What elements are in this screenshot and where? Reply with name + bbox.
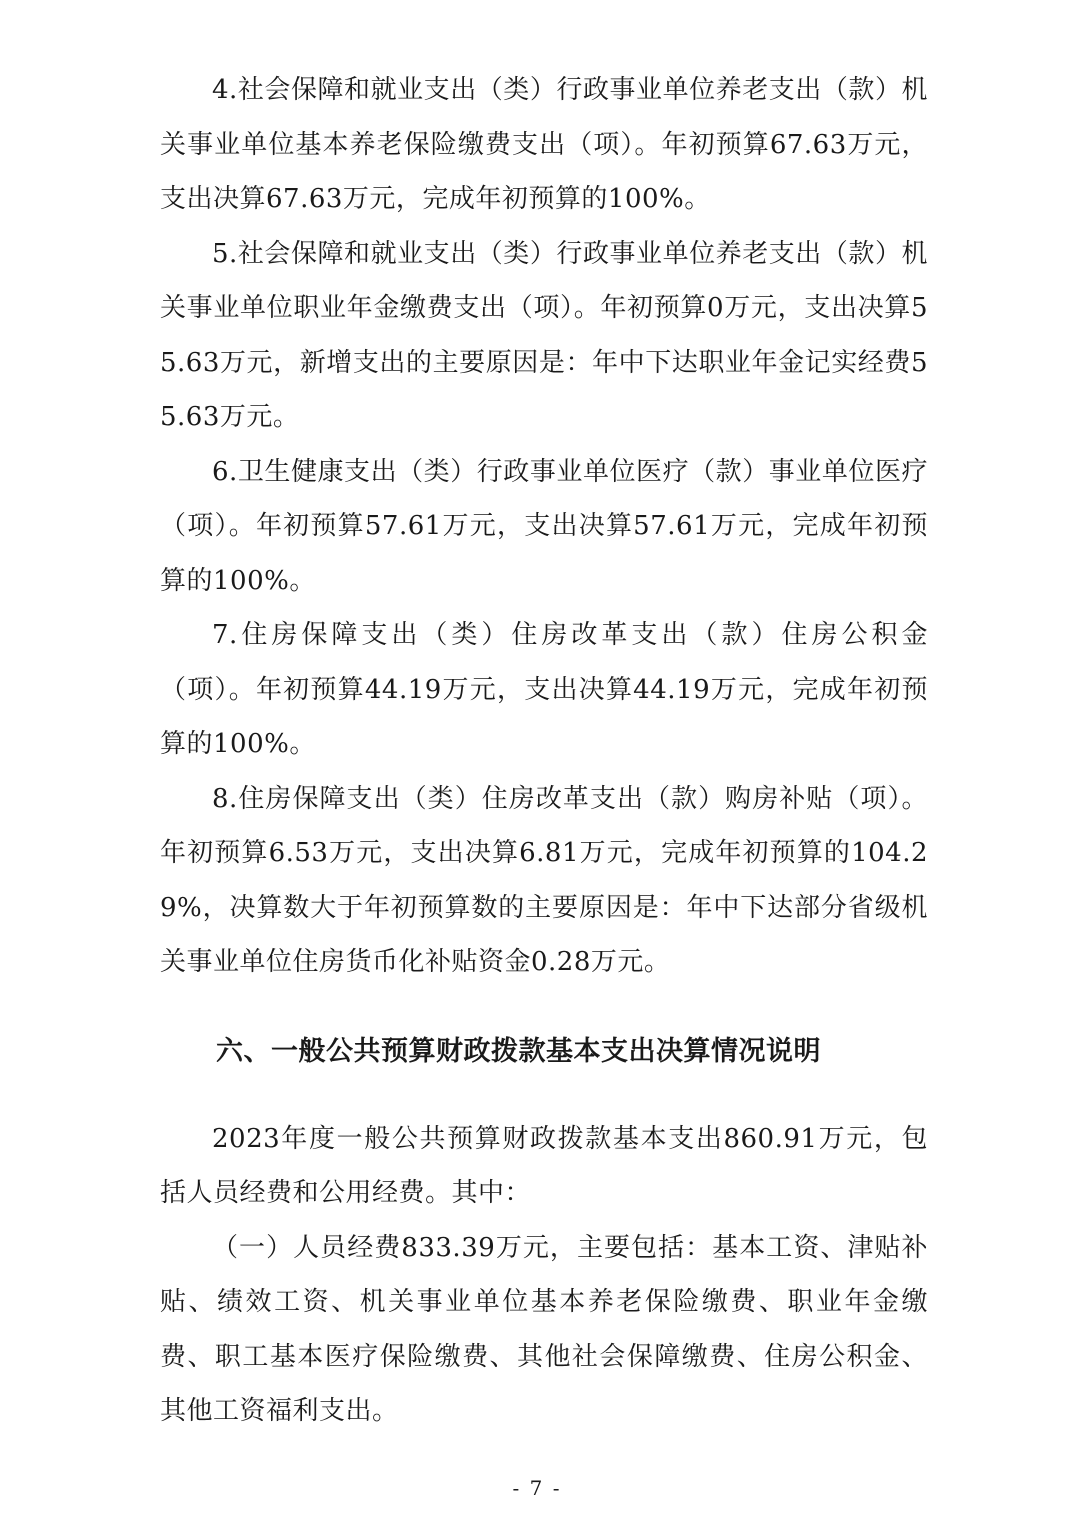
section-heading: 六、一般公共预算财政拨款基本支出决算情况说明	[216, 1035, 821, 1067]
paragraph-item-4: 4.社会保障和就业支出（类）行政事业单位养老支出（款）机关事业单位基本养老保险缴费支出（项）。年初预算67.63万元，支出决算67.63万元，完成年初预算的100%。	[160, 75, 928, 214]
paragraph-item-5: 5.社会保障和就业支出（类）行政事业单位养老支出（款）机关事业单位职业年金缴费支出（项）。年初预算0万元，支出决算55.63万元，新增支出的主要原因是：年中下达职业年金记实经费55.63万元。	[160, 238, 928, 432]
paragraph-item-6: 6.卫生健康支出（类）行政事业单位医疗（款）事业单位医疗（项）。年初预算57.61万元，支出决算57.61万元，完成年初预算的100%。	[160, 456, 928, 596]
document-body	[160, 63, 928, 1439]
paragraph-item-7: 7.住房保障支出（类）住房改革支出（款）住房公积金（项）。年初预算44.19万元，支出决算44.19万元，完成年初预算的100%。	[160, 620, 928, 759]
paragraph-personnel-expenses: （一）人员经费833.39万元，主要包括：基本工资、津贴补贴、绩效工资、机关事业单位基本养老保险缴费、职业年金缴费、职工基本医疗保险缴费、其他社会保障缴费、住房公积金、其他工资福利支出。	[160, 1232, 928, 1426]
paragraph-basic-expenditure: 2023年度一般公共预算财政拨款基本支出860.91万元，包括人员经费和公用经费。其中：	[160, 1123, 928, 1208]
page-number: - 7 -	[512, 1476, 562, 1500]
paragraph-item-8: 8.住房保障支出（类）住房改革支出（款）购房补贴（项）。年初预算6.53万元，支出决算6.81万元，完成年初预算的104.29%，决算数大于年初预算数的主要原因是：年中下达部分省级机关事业单位住房货币化补贴资金0.28万元。	[160, 783, 928, 977]
